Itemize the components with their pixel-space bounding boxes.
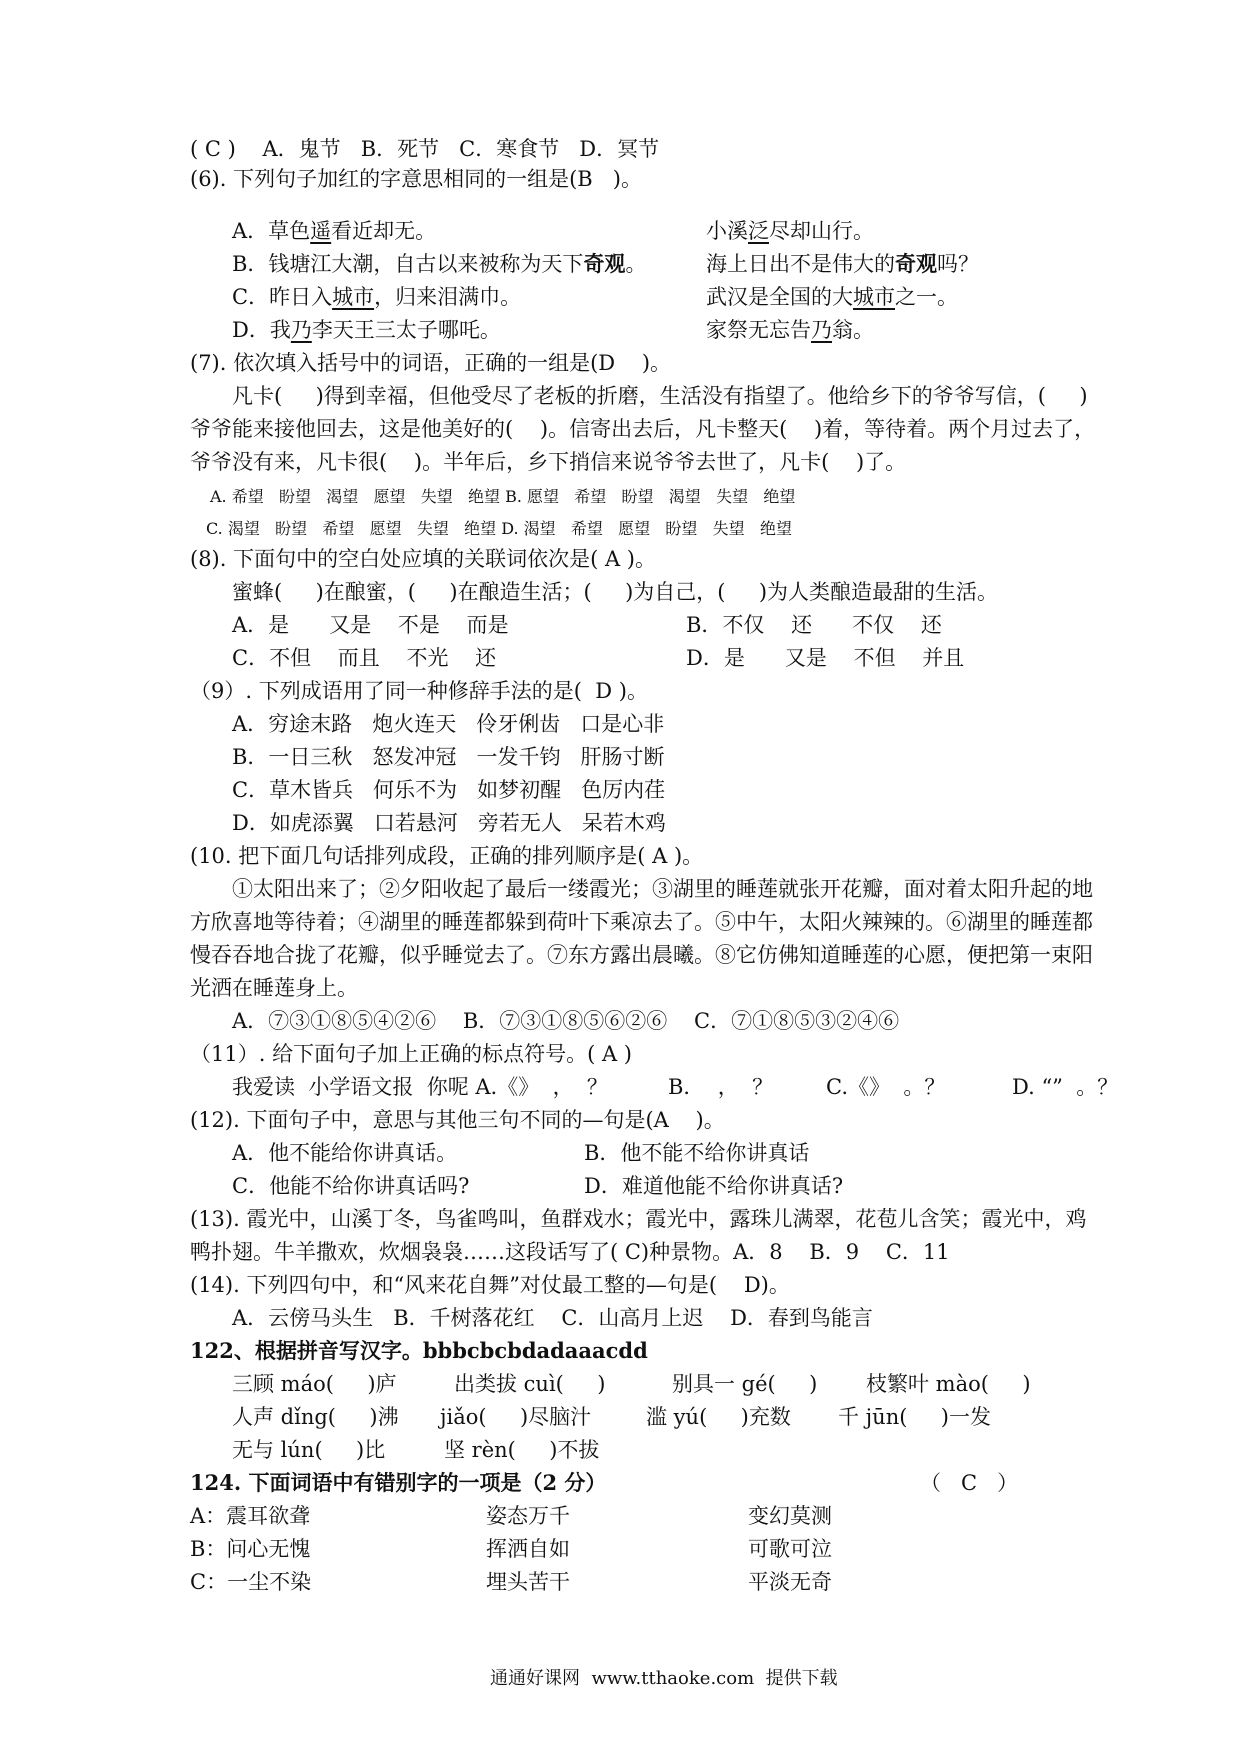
q7-options-cd: C. 渴望 盼望 希望 愿望 失望 绝望 D. 渴望 希望 愿望 盼望 失望 绝望 — [206, 519, 792, 538]
q6-option-a-pair: 小溪泛尽却山行。 — [706, 219, 874, 243]
q10-passage-line-3: 慢吞吞地合拢了花瓣，似乎睡觉去了。⑦东方露出晨曦。⑧它仿佛知道睡莲的心愿，便把第一束阳 — [190, 943, 1093, 967]
pinyin-item-4: 枝繁叶 mào( ) — [866, 1372, 1031, 1396]
q11-stem: （11）. 给下面句子加上正确的标点符号。( A ) — [190, 1042, 632, 1066]
q10-passage-line-4: 光洒在睡莲身上。 — [190, 976, 358, 1000]
q8-option-a: A．是 又是 不是 而是 — [232, 613, 509, 637]
q124-stem: 124. 下面词语中有错别字的一项是（2 分） — [190, 1470, 607, 1495]
q6-option-d: D．我乃李天王三太子哪吒。 — [232, 318, 501, 342]
q124-option-c-word-2: 埋头苦干 — [486, 1570, 570, 1594]
q12-option-d: D．难道他能不给你讲真话? — [584, 1174, 844, 1198]
pinyin-item-2: 出类拔 cuì( ) — [454, 1372, 606, 1396]
q8-option-c: C．不但 而且 不光 还 — [232, 646, 497, 670]
pinyin-item-6: jiǎo( )尽脑汁 — [440, 1405, 592, 1429]
pinyin-item-1: 三顾 máo( )庐 — [232, 1372, 397, 1396]
q7-options-ab: A. 希望 盼望 渴望 愿望 失望 绝望 B. 愿望 希望 盼望 渴望 失望 绝望 — [210, 487, 796, 506]
q124-option-b-word-2: 挥洒自如 — [486, 1537, 570, 1561]
q6-option-d-pair: 家祭无忘告乃翁。 — [706, 318, 874, 342]
pinyin-item-7: 滥 yú( )充数 — [646, 1405, 791, 1429]
q9-option-d: D．如虎添翼 口若悬河 旁若无人 呆若木鸡 — [232, 811, 666, 835]
q8-option-b: B．不仅 还 不仅 还 — [686, 613, 942, 637]
q13-line-1: (13). 霞光中，山溪丁冬，鸟雀鸣叫，鱼群戏水；霞光中，露珠儿满翠，花苞儿含笑；霞光中，鸡 — [190, 1207, 1087, 1231]
q7-passage-line-2: 爷爷能来接他回去，这是他美好的( )。信寄出去后，凡卡整天( )着，等待着。两个月过去了， — [190, 417, 1096, 441]
q12-option-c: C．他能不给你讲真话吗? — [232, 1174, 470, 1198]
pinyin-item-8: 千 jūn( )一发 — [838, 1405, 991, 1429]
q124-option-a: A：震耳欲聋 — [190, 1504, 311, 1528]
q7-passage-line-1: 凡卡( )得到幸福，但他受尽了老板的折磨，生活没有指望了。他给乡下的爷爷写信，( ) — [232, 384, 1088, 408]
q7-passage-line-3: 爷爷没有来，凡卡很( )。半年后，乡下捎信来说爷爷去世了，凡卡( )了。 — [190, 450, 907, 474]
q6-option-c: C．昨日入城市，归来泪满巾。 — [232, 285, 522, 309]
q9-option-c: C．草木皆兵 何乐不为 如梦初醒 色厉内荏 — [232, 778, 666, 802]
pinyin-item-10: 坚 rèn( )不拔 — [444, 1438, 600, 1462]
q8-option-d: D．是 又是 不但 并且 — [686, 646, 965, 670]
q14-options: A．云傍马头生 B．千树落花红 C．山高月上迟 D．春到鸟能言 — [232, 1306, 873, 1330]
q6-option-c-pair: 武汉是全国的大城市之一。 — [706, 285, 958, 309]
section-122-heading: 122、根据拼音写汉字。bbbcbcbdadaaacdd — [190, 1338, 648, 1363]
q124-option-b: B：问心无愧 — [190, 1537, 311, 1561]
q7-stem: (7). 依次填入括号中的词语，正确的一组是(D )。 — [190, 351, 672, 375]
q124-option-a-word-2: 姿态万千 — [486, 1504, 570, 1528]
q8-stem: (8). 下面句中的空白处应填的关联词依次是( A )。 — [190, 547, 656, 571]
q8-sentence: 蜜蜂( )在酿蜜，( )在酿造生活；( )为自己，( )为人类酿造最甜的生活。 — [232, 580, 999, 604]
q5-options: ( C ) A．鬼节 B．死节 C．寒食节 D．冥节 — [190, 137, 660, 161]
q9-option-a: A．穷途末路 炮火连天 伶牙俐齿 口是心非 — [232, 712, 665, 736]
q6-stem: (6). 下列句子加红的字意思相同的一组是(B )。 — [190, 167, 642, 191]
pinyin-item-3: 别具一 gé( ) — [672, 1372, 818, 1396]
pinyin-item-9: 无与 lún( )比 — [232, 1438, 386, 1462]
q12-option-b: B．他不能不给你讲真话 — [584, 1141, 810, 1165]
q10-passage-line-2: 方欣喜地等待着；④湖里的睡莲都躲到荷叶下乘凉去了。⑤中午，太阳火辣辣的。⑥湖里的睡莲都 — [190, 910, 1093, 934]
q10-stem: (10. 把下面几句话排列成段，正确的排列顺序是( A )。 — [190, 844, 704, 868]
q9-stem: （9）. 下列成语用了同一种修辞手法的是( D )。 — [190, 679, 648, 703]
q124-answer: （ C ） — [920, 1471, 1019, 1495]
q9-option-b: B．一日三秋 怒发冲冠 一发千钧 肝肠寸断 — [232, 745, 665, 769]
q6-option-b: B．钱塘江大潮，自古以来被称为天下奇观。 — [232, 251, 647, 276]
pinyin-item-5: 人声 dǐng( )沸 — [232, 1405, 399, 1429]
q124-option-c-word-3: 平淡无奇 — [748, 1570, 832, 1594]
q12-stem: (12). 下面句子中，意思与其他三句不同的—句是(A )。 — [190, 1108, 725, 1132]
q124-option-b-word-3: 可歌可泣 — [748, 1537, 832, 1561]
q14-stem: (14). 下列四句中，和“风来花自舞”对仗最工整的—句是( D)。 — [190, 1273, 790, 1297]
q11-option-d: D. “” 。？ — [1012, 1075, 1119, 1099]
q124-option-c: C：一尘不染 — [190, 1570, 312, 1594]
q13-line-2: 鸭扑翅。牛羊撒欢，炊烟袅袅……这段话写了( C)种景物。A．8 B．9 C．11 — [190, 1240, 950, 1264]
q11-option-b: B． ， ？ — [668, 1075, 774, 1099]
q124-option-a-word-3: 变幻莫测 — [748, 1504, 832, 1528]
q6-option-a: A．草色遥看近却无。 — [232, 219, 437, 243]
q10-options: A．⑦③①⑧⑤④②⑥ B．⑦③①⑧⑤⑥②⑥ C．⑦①⑧⑤③②④⑥ — [232, 1009, 900, 1033]
q10-passage-line-1: ①太阳出来了；②夕阳收起了最后一缕霞光；③湖里的睡莲就张开花瓣，面对着太阳升起的地 — [232, 877, 1093, 901]
q12-option-a: A．他不能给你讲真话。 — [232, 1141, 458, 1165]
q11-option-a: 我爱读 小学语文报 你呢 A.《》 ， ？ — [232, 1075, 608, 1099]
page-footer: 通通好课网 www.tthaoke.com 提供下载 — [490, 1668, 838, 1689]
q11-option-c: C.《》 。？ — [826, 1075, 946, 1099]
q6-option-b-pair: 海上日出不是伟大的奇观吗？ — [706, 251, 979, 276]
